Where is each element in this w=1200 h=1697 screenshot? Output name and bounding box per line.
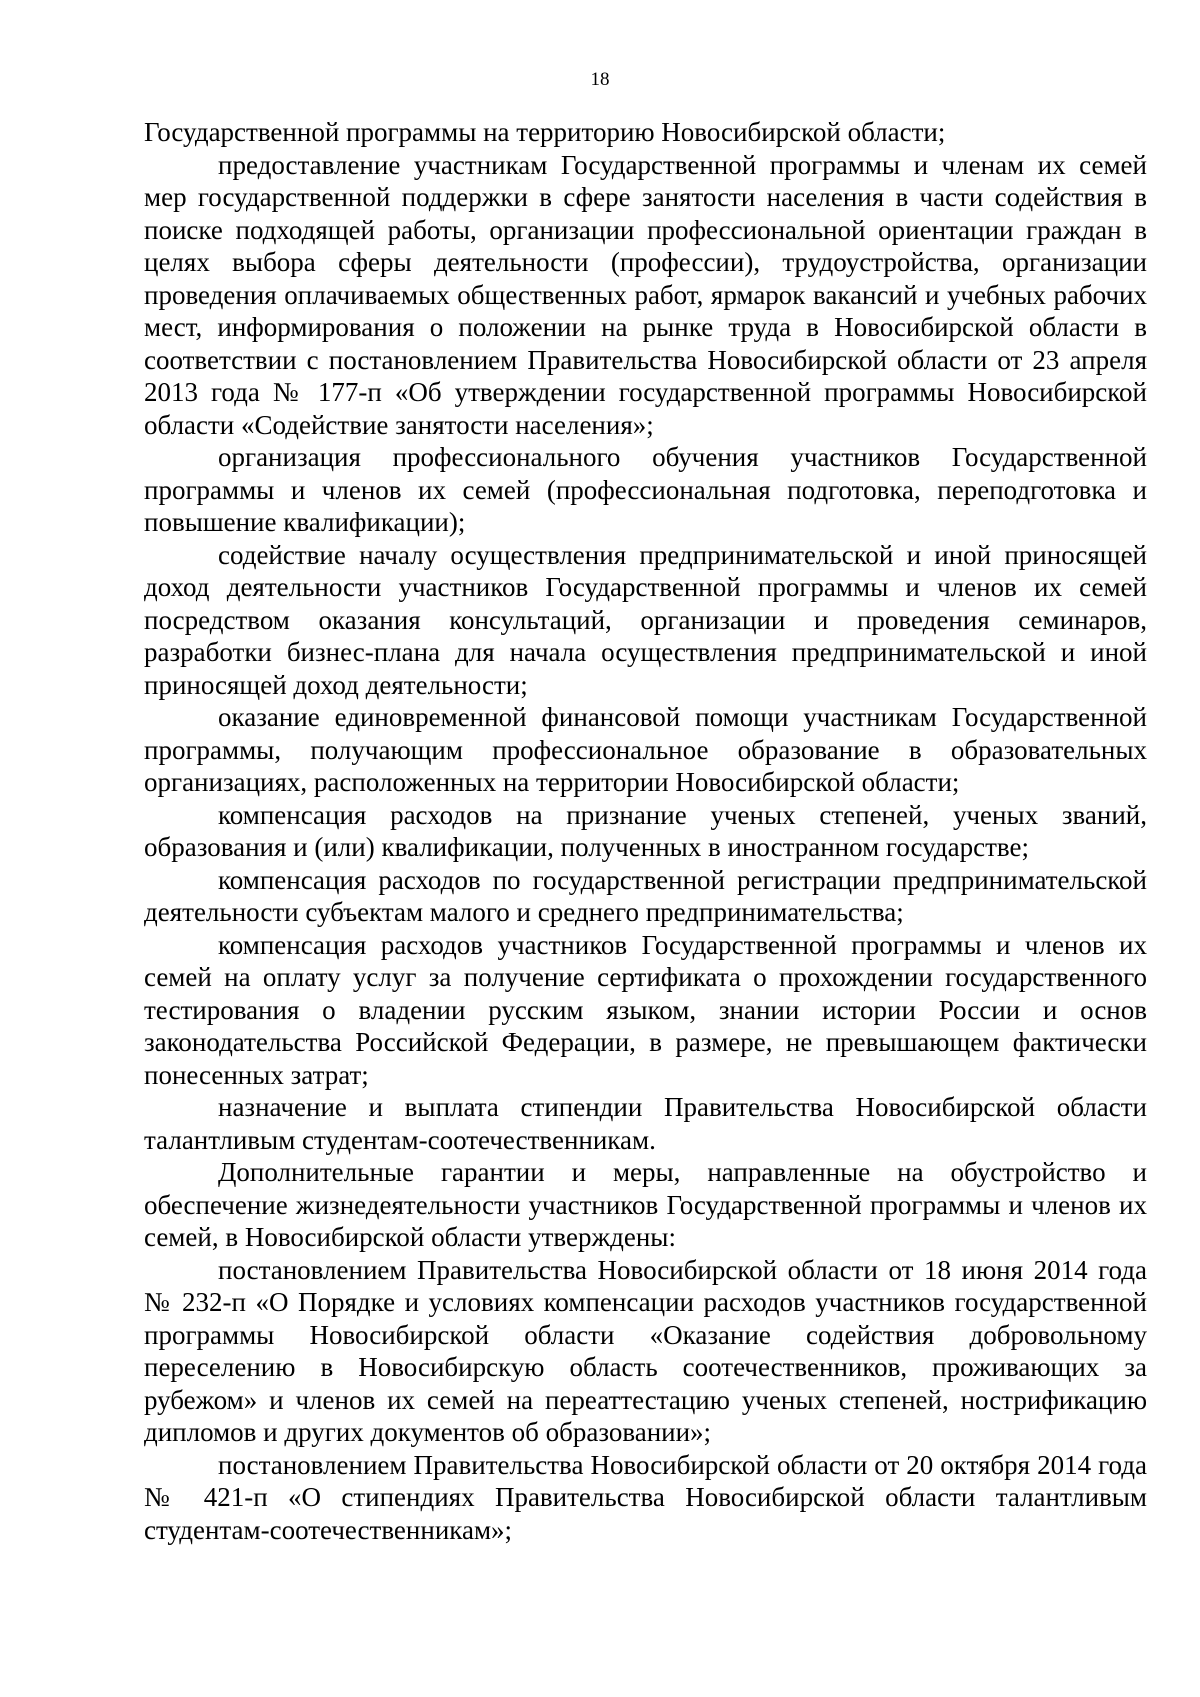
paragraph-additional-guarantees: Дополнительные гарантии и меры, направленные на обустройство и обеспечение жизнедеятельности участников Государственной программы и членов их семей, в Новосибирской области утверждены: (144, 1157, 1147, 1252)
paragraph-employment-support: предоставление участникам Государственной программы и членам их семей мер государственной поддержки в сфере занятости населения в части содействия в поиске подходящей работы, организации профессиональной ориентации граждан в целях выбора сферы деятельности (профессии), трудоустройства, организации проведения оплачиваемых общественных работ, ярмарок вакансий и учебных рабочих мест, информирования о положении на рынке труда в Новосибирской области в соответствии с постановлением Правительства Новосибирской области от 23 апреля 2013 года № 177-п «Об утверждении государственной программы Новосибирской области «Содействие занятости населения»; (144, 149, 1147, 440)
document-body (144, 116, 1147, 1546)
paragraph-scholarship: назначение и выплата стипендии Правительства Новосибирской области талантливым студентам-соотечественникам. (144, 1092, 1147, 1155)
page-number: 18 (590, 69, 610, 90)
paragraph-resolution-421: постановлением Правительства Новосибирской области от 20 октября 2014 года № 421-п «О стипендиях Правительства Новосибирской области талантливым студентам-соотечественникам»; (144, 1449, 1147, 1545)
paragraph-vocational-training: организация профессионального обучения участников Государственной программы и членов их семей (профессиональная подготовка, переподготовка и повышение квалификации); (144, 442, 1147, 537)
paragraph-degree-recognition-compensation: компенсация расходов на признание ученых степеней, ученых званий, образования и (или) квалификации, полученных в иностранном государстве; (144, 799, 1147, 862)
paragraph-testing-compensation: компенсация расходов участников Государственной программы и членов их семей на оплату услуг за получение сертификата о прохождении государственного тестирования о владении русским языком, знании истории России и основ законодательства Российской Федерации, в размере, не превышающем фактически понесенных затрат; (144, 929, 1147, 1090)
paragraph-entrepreneurship-support: содействие началу осуществления предпринимательской и иной приносящей доход деятельности участников Государственной программы и членов их семей посредством оказания консультаций, организации и проведения семинаров, разработки бизнес-плана для начала осуществления предпринимательской и иной приносящей доход деятельности; (144, 539, 1147, 700)
paragraph-continuation: Государственной программы на территорию Новосибирской области; (144, 117, 946, 147)
paragraph-registration-compensation: компенсация расходов по государственной регистрации предпринимательской деятельности субъектам малого и среднего предпринимательства; (144, 864, 1147, 927)
paragraph-financial-assistance: оказание единовременной финансовой помощи участникам Государственной программы, получающим профессиональное образование в образовательных организациях, расположенных на территории Новосибирской области; (144, 702, 1147, 797)
paragraph-resolution-232: постановлением Правительства Новосибирской области от 18 июня 2014 года № 232-п «О Порядке и условиях компенсации расходов участников государственной программы Новосибирской области «Оказание содействия добровольному переселению в Новосибирскую область соотечественников, проживающих за рубежом» и членов их семей на переаттестацию ученых степеней, нострификацию дипломов и других документов об образовании»; (144, 1254, 1147, 1447)
